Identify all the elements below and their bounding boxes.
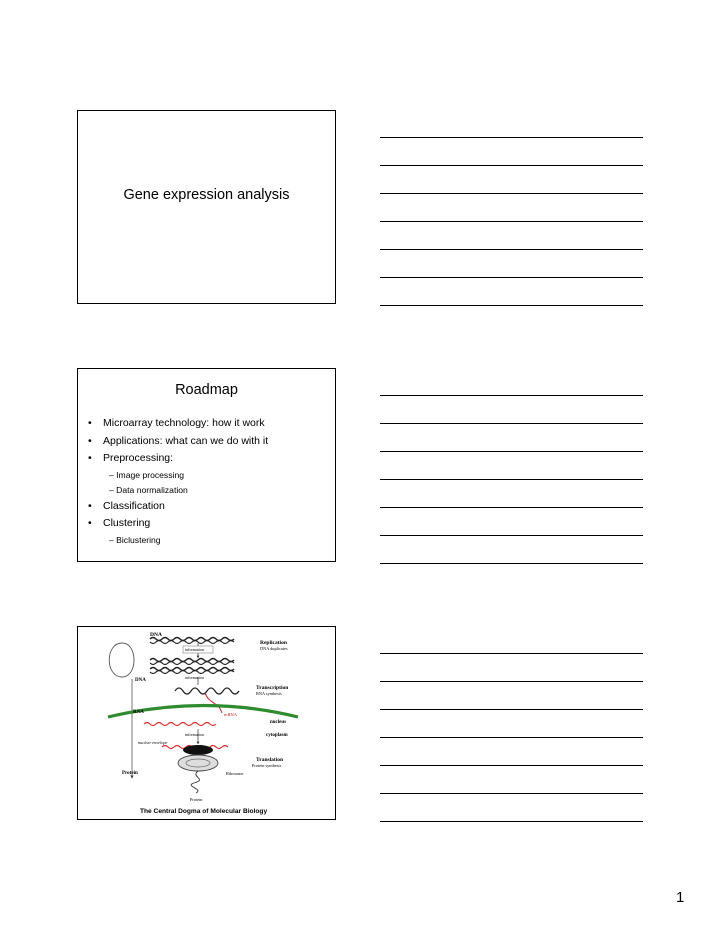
- note-line: [380, 193, 643, 194]
- note-line: [380, 709, 643, 710]
- note-line: [380, 793, 643, 794]
- label-replication-sub: DNA duplicates: [260, 646, 288, 651]
- note-line: [380, 535, 643, 536]
- note-line: [380, 737, 643, 738]
- slide-thumbnail-1: [77, 110, 336, 304]
- ribosome-icon: [183, 745, 213, 755]
- note-line: [380, 137, 643, 138]
- label-translation: Translation: [256, 757, 284, 763]
- label-mrna: mRNA: [224, 712, 238, 717]
- bullet-list: [88, 415, 329, 548]
- note-line: [380, 653, 643, 654]
- slide-title: Gene expression analysis: [123, 187, 290, 203]
- note-line: [380, 423, 643, 424]
- replication-loop-icon: [109, 643, 134, 677]
- sub-bullet-item: – Data normalization: [109, 484, 188, 495]
- label-information: information: [185, 732, 204, 737]
- bullet-item: • Applications: what can we do with it: [88, 433, 329, 451]
- label-dna: DNA: [135, 678, 146, 683]
- label-nucleus: nucleus: [270, 720, 287, 725]
- label-rna: RNA: [133, 710, 144, 715]
- note-line: [380, 395, 643, 396]
- dna-strand-icon: [150, 659, 234, 662]
- sub-bullet-item: – Biclustering: [109, 534, 161, 545]
- note-line: [380, 479, 643, 480]
- note-line: [380, 451, 643, 452]
- label-nuclear-envelope: nuclear envelope: [138, 740, 168, 745]
- page-number: 1: [676, 889, 685, 906]
- note-line: [380, 563, 643, 564]
- label-information: information: [185, 647, 204, 652]
- bullet-item: • Microarray technology: how it work: [88, 415, 329, 433]
- sub-bullet-item: – Image processing: [109, 469, 184, 480]
- dna-strand-icon: [150, 668, 234, 671]
- bullet-item: • Classification: [88, 498, 329, 516]
- label-protein: Protein: [190, 797, 203, 802]
- mrna-strand-icon: [205, 693, 222, 713]
- note-line: [380, 765, 643, 766]
- bullet-dot-icon: •: [88, 517, 92, 529]
- bullet-item: • Clustering: [88, 515, 329, 533]
- central-dogma-diagram: [100, 629, 314, 819]
- label-transcription-sub: RNA synthesis: [256, 691, 282, 696]
- label-translation-sub: Protein synthesis: [252, 763, 282, 768]
- note-line: [380, 507, 643, 508]
- label-information: information: [185, 675, 204, 680]
- slide-title: Roadmap: [175, 382, 238, 398]
- label-protein: Protein: [122, 771, 138, 776]
- note-line: [380, 277, 643, 278]
- figure-caption: The Central Dogma of Molecular Biology: [140, 808, 268, 815]
- label-dna: DNA: [150, 632, 162, 638]
- note-line: [380, 821, 643, 822]
- mrna-strand-icon: [144, 723, 216, 726]
- note-line: [380, 249, 643, 250]
- bullet-dot-icon: •: [88, 499, 92, 512]
- label-replication: Replication: [260, 640, 287, 646]
- bullet-dot-icon: •: [88, 452, 92, 464]
- label-cytoplasm: cytoplasm: [266, 733, 288, 738]
- note-line: [380, 165, 643, 166]
- note-line: [380, 681, 643, 682]
- slide-thumbnail-3: [77, 626, 336, 820]
- label-ribosome: Ribosome: [226, 771, 244, 776]
- label-transcription: Transcription: [256, 685, 289, 691]
- dna-strand-icon: [150, 638, 234, 641]
- dna-strand-icon: [175, 688, 239, 694]
- note-line: [380, 221, 643, 222]
- slide-thumbnail-2: [77, 368, 336, 562]
- note-line: [380, 305, 643, 306]
- protein-chain-icon: [191, 771, 199, 793]
- bullet-dot-icon: •: [88, 434, 92, 447]
- bullet-item: • Preprocessing:: [88, 450, 329, 468]
- bullet-dot-icon: •: [88, 417, 92, 429]
